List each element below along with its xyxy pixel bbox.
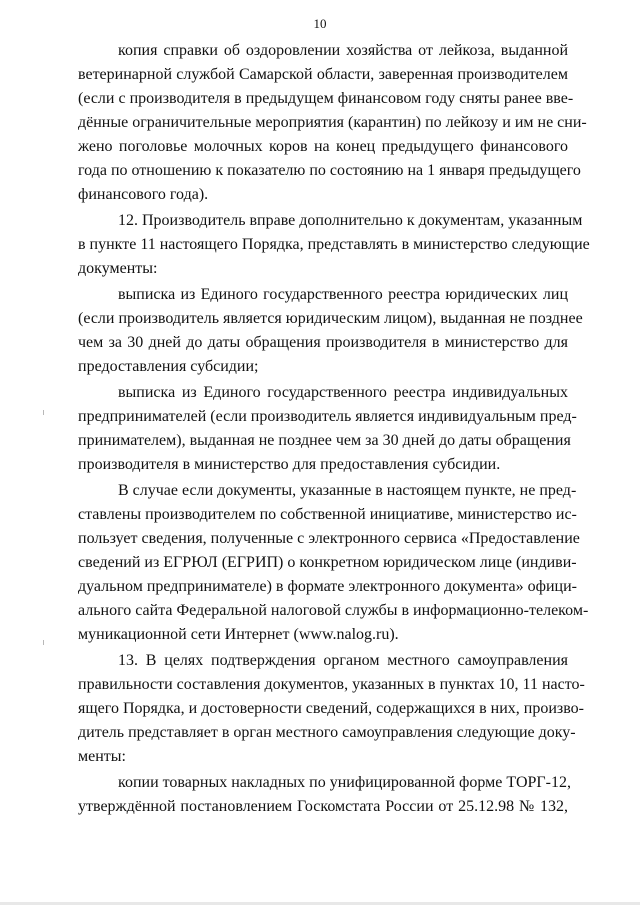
text-line: 12. Производитель вправе дополнительно к документам, указанным <box>118 212 583 229</box>
text-line: в пункте 11 настоящего Порядка, представлять в министерство следующие <box>78 236 590 253</box>
text-line: утверждённой постановлением Госкомстата России от 25.12.98 № 132, <box>78 798 568 815</box>
scan-mark <box>43 410 44 415</box>
text-line: дуальном предпринимателе) в формате электронного документа» офици- <box>78 578 578 595</box>
text-line: выписка из Единого государственного реестра индивидуальных <box>118 384 568 401</box>
text-line: дённые ограничительные мероприятия (карантин) по лейкозу и им не сни- <box>78 114 587 131</box>
text-line: (если с производителя в предыдущем финансовом году сняты ранее вве- <box>78 90 574 107</box>
text-line: ветеринарной службой Самарской области, заверенная производителем <box>78 66 568 83</box>
text-line: пользует сведения, полученные с электронного сервиса «Предоставление <box>78 530 580 547</box>
text-line: финансового года). <box>78 186 209 203</box>
text-line: дитель представляет в орган местного самоуправления следующие доку- <box>78 724 576 741</box>
text-line: В случае если документы, указанные в настоящем пункте, не пред- <box>118 482 577 499</box>
scan-mark <box>43 640 44 645</box>
text-line: выписка из Единого государственного реестра юридических лиц <box>118 286 568 303</box>
text-line: ставлены производителем по собственной инициативе, министерство ис- <box>78 506 577 523</box>
text-line: производителя в министерство для предоставления субсидии. <box>78 456 501 473</box>
text-line: менты: <box>78 748 126 765</box>
text-line: года по отношению к показателю по состоянию на 1 января предыдущего <box>78 162 581 179</box>
page-number: 10 <box>313 16 327 31</box>
text-line: (если производитель является юридическим лицом), выданная не позднее <box>78 310 583 327</box>
text-line: предпринимателей (если производитель является индивидуальным пред- <box>78 408 577 425</box>
text-line: принимателем), выданная не позднее чем за 30 дней до даты обращения <box>78 432 571 449</box>
text-line: документы: <box>78 260 158 277</box>
text-line: муникационной сети Интернет (www.nalog.ru). <box>78 626 399 643</box>
text-line: правильности составления документов, указанных в пунктах 10, 11 насто- <box>78 676 585 693</box>
text-line: копии товарных накладных по унифицированной форме ТОРГ-12, <box>118 774 571 791</box>
text-line: чем за 30 дней до даты обращения производителя в министерство для <box>78 334 568 351</box>
text-line: ального сайта Федеральной налоговой службы в информационно-телеком- <box>78 602 589 619</box>
text-line: предоставления субсидии; <box>78 358 259 375</box>
text-line: ящего Порядка, и достоверности сведений, содержащихся в них, произво- <box>78 700 584 717</box>
text-line: сведений из ЕГРЮЛ (ЕГРИП) о конкретном юридическом лице (индиви- <box>78 554 577 571</box>
text-line: 13. В целях подтверждения органом местного самоуправления <box>118 652 568 669</box>
text-line: копия справки об оздоровлении хозяйства от лейкоза, выданной <box>118 42 568 59</box>
text-line: жено поголовье молочных коров на конец предыдущего финансового <box>78 138 568 155</box>
